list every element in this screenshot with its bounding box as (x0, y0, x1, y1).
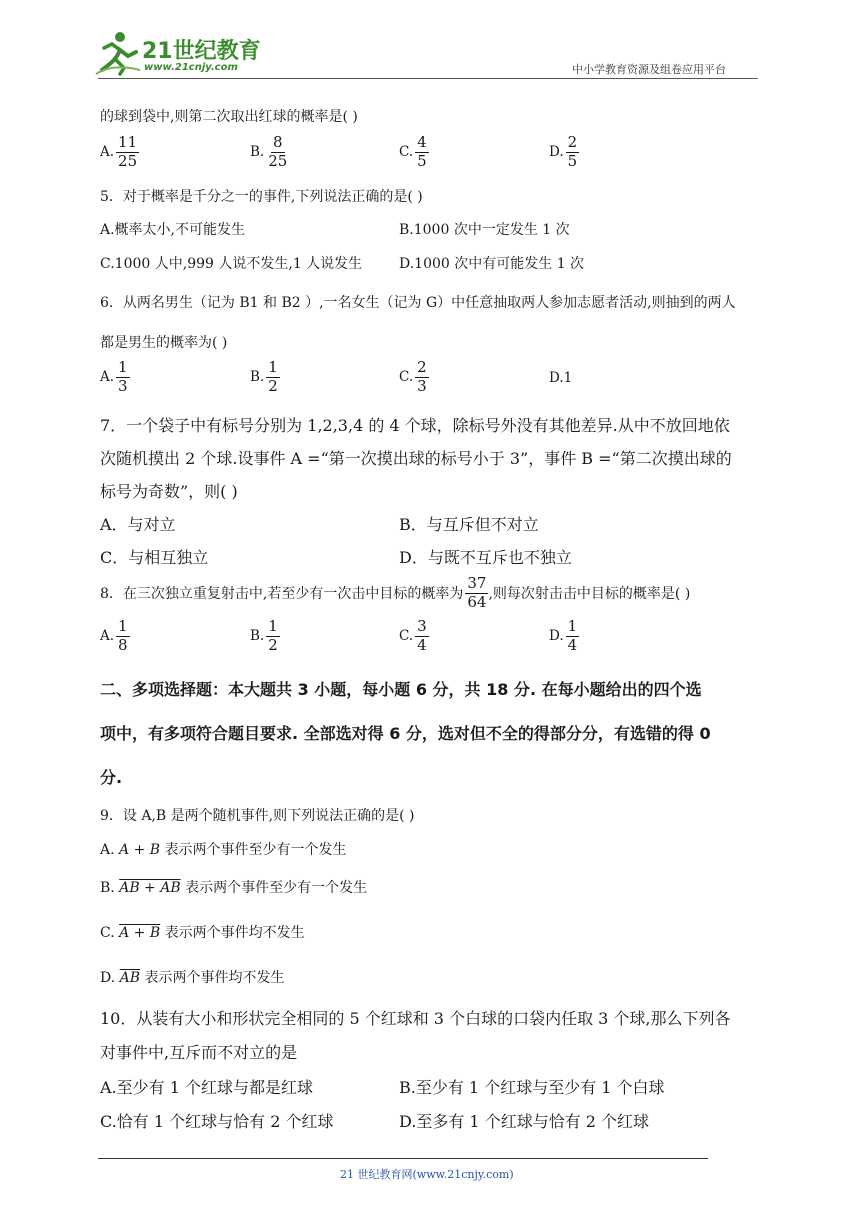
q7-line1: 7．一个袋子中有标号分别为 1,2,3,4 的 4 个球，除标号外没有其他差异.从中不放回地依 (100, 416, 730, 435)
q6-option-b: B. $\frac{1}{2}$ (250, 358, 278, 395)
logo-text: 21世纪教育 (142, 39, 261, 64)
q9-option-d: D. $\overline{AB}$ 表示两个事件均不发生 (100, 970, 285, 986)
q5-option-a: A.概率太小,不可能发生 (100, 222, 246, 238)
q9-stem: 9．设 A,B 是两个随机事件,则下列说法正确的是( ) (100, 808, 415, 824)
footer-divider (98, 1158, 708, 1159)
q4-stem-tail: 的球到袋中,则第二次取出红球的概率是( ) (100, 109, 358, 125)
footer-link[interactable]: 21 世纪教育网(www.21cnjy.com) (340, 1168, 514, 1181)
q5-option-b: B.1000 次中一定发生 1 次 (399, 222, 570, 238)
q8-option-c: C. $\frac{3}{4}$ (399, 617, 427, 654)
section2-line2: 项中，有多项符合题目要求. 全部选对得 6 分，选对但不全的得部分分，有选错的得 0 (100, 724, 711, 743)
q4-option-b: B. $\frac{8}{25}$ (250, 133, 288, 170)
q5-stem: 5．对于概率是千分之一的事件,下列说法正确的是( ) (100, 189, 423, 205)
q8-option-b: B. $\frac{1}{2}$ (250, 617, 278, 654)
q7-option-b: B．与互斥但不对立 (399, 515, 539, 534)
site-name: 中小学教育资源及组卷应用平台 (572, 63, 726, 76)
q4-option-d: D. $\frac{2}{5}$ (549, 133, 578, 170)
q10-option-a: A.至少有 1 个红球与都是红球 (100, 1078, 313, 1097)
q10-option-b: B.至少有 1 个红球与至少有 1 个白球 (399, 1078, 665, 1097)
q8-option-d: D. $\frac{1}{4}$ (549, 617, 578, 654)
q7-line2: 次随机摸出 2 个球.设事件 A =“第一次摸出球的标号小于 3”，事件 B =“第二次摸出球的 (100, 449, 732, 468)
q10-line1: 10．从装有大小和形状完全相同的 5 个红球和 3 个白球的口袋内任取 3 个球,那么下列各 (100, 1009, 731, 1028)
q6-option-a: A. $\frac{1}{3}$ (100, 358, 128, 395)
q6-option-c: C. $\frac{2}{3}$ (399, 358, 427, 395)
q6-stem-line2: 都是男生的概率为( ) (100, 335, 228, 351)
q7-option-a: A．与对立 (100, 515, 176, 534)
q5-option-d: D.1000 次中有可能发生 1 次 (399, 256, 585, 272)
q5-option-c: C.1000 人中,999 人说不发生,1 人说发生 (100, 256, 363, 272)
q6-stem-line1: 6．从两名男生（记为 B1 和 B2 ）,一名女生（记为 G）中任意抽取两人参加志愿者活动,则抽到的两人 (100, 295, 736, 311)
q8-option-a: A. $\frac{1}{8}$ (100, 617, 128, 654)
section2-line3: 分. (100, 768, 123, 787)
q9-option-a: A. A + B 表示两个事件至少有一个发生 (100, 842, 347, 858)
q10-option-d: D.至多有 1 个红球与恰有 2 个红球 (399, 1112, 650, 1131)
q7-option-c: C．与相互独立 (100, 548, 209, 567)
runner-logo-icon (94, 30, 142, 76)
section2-line1: 二、多项选择题：本大题共 3 小题，每小题 6 分，共 18 分. 在每小题给出的四个选 (100, 680, 702, 699)
q9-option-c: C. A + B 表示两个事件均不发生 (100, 925, 305, 941)
q4-option-c: C. $\frac{4}{5}$ (399, 133, 427, 170)
logo-url: www.21cnjy.com (144, 62, 238, 73)
header-divider (98, 78, 758, 79)
q9-option-b: B. AB + AB 表示两个事件至少有一个发生 (100, 880, 368, 896)
q7-line3: 标号为奇数”，则( ) (100, 482, 238, 501)
q6-option-d: D. 1 (549, 370, 573, 386)
q4-option-a: A. $\frac{11}{25}$ (100, 133, 138, 170)
q7-option-d: D．与既不互斥也不独立 (399, 548, 572, 567)
q10-line2: 对事件中,互斥而不对立的是 (100, 1043, 298, 1062)
q8-stem: 8．在三次独立重复射击中,若至少有一次击中目标的概率为 $\frac{37}{64}$ ,则每次射击击中目标的概率是( ) (100, 574, 691, 611)
header-logo (94, 30, 264, 76)
q10-option-c: C.恰有 1 个红球与恰有 2 个红球 (100, 1112, 334, 1131)
